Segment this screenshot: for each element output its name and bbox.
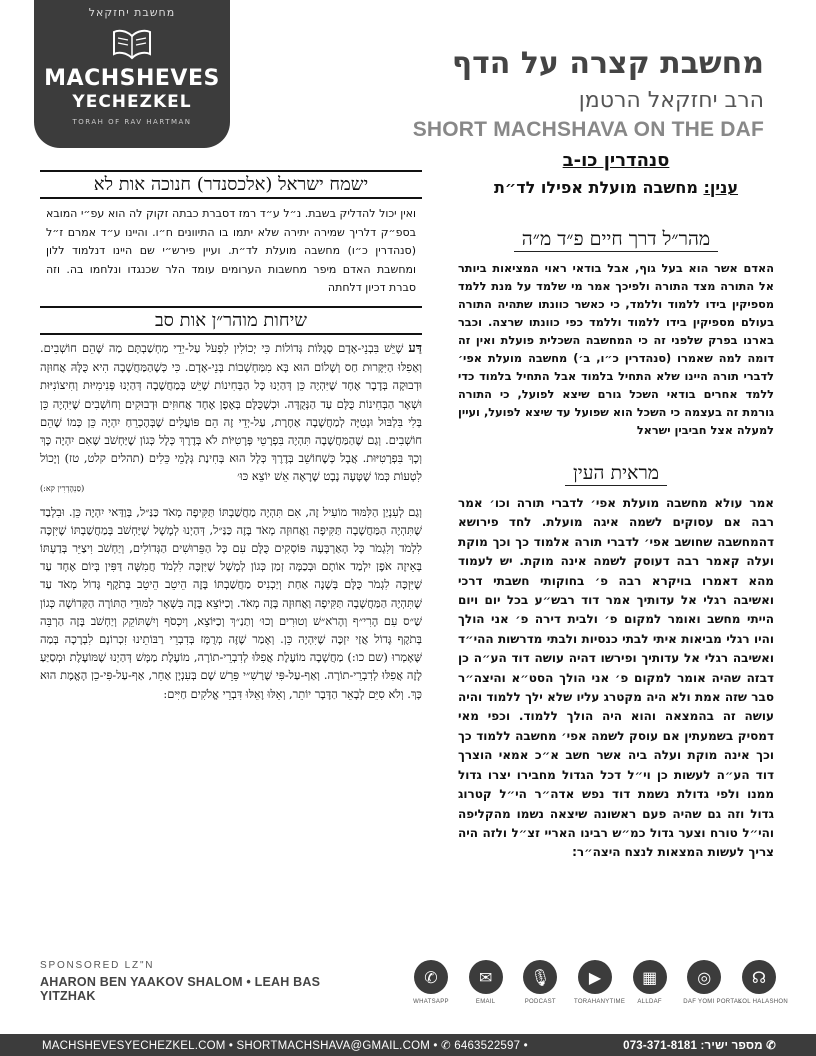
masechta-title: סנהדרין כו-ב bbox=[562, 150, 670, 171]
sponsor-label: SPONSORED LZ"N bbox=[40, 960, 155, 971]
open-book-icon bbox=[112, 26, 152, 60]
page-title-hebrew: מחשבת קצרה על הדף bbox=[451, 46, 764, 81]
platform-email[interactable] bbox=[465, 960, 507, 1016]
icon-label: KOL HALASHON bbox=[737, 999, 788, 1005]
platform-podcast[interactable] bbox=[519, 960, 561, 1016]
maris-haayin-heading: מראית העין bbox=[458, 462, 774, 488]
sichos-body-1: שֶׁיֵּשׁ בִּבְנֵי-אָדָם סְגֻלּוֹת גְּדוֹלוֹת כִּי יְכוֹלִין לִפְעֹל עַל-יְדֵי מַחְשַׁבְתָּם מַה שֶּׁהֵם חוֹשְׁבִים. וְאַפִלּוּ הַיִּקָּרוּת חַס וְשָׁלוֹם הוּא בָּא מִמַּחְשְׁבוֹת בְּנֵי-אָדָם. כִּי כְּשֶׁהַמַּחֲשָׁבָה הִיא כֻּלָּהּ אֲחוּזָה וּדְבוּקָה בְּדָבָר אֶחָד שֶׁיִּהְיֶה כֵּן דְּהַיְנוּ כָּל הַבְּחִינוֹת שֶׁיֵּשׁ בְּמַחֲשָׁבָה דְּהַיְנוּ פְּנִימִיּוּת וְחִיצוֹנִיּוּת וּשְׁאָר הַבְּחִינוֹת כֻּלָּם עַד הַנְּקֻדָּה. וּכְשֶׁכֻּלָּם בְּאֶפֶן אֶחָד אֲחוּזִים וּדְבוּקִים וְחוֹשְׁבִים שֶׁיִּהְיֶה כֵּן בְּלִי בִּלְבּוּל וּנְטִיָּה לְמַחֲשָׁבָה אַחֶרֶת, עַל-יְדֵי זֶה הֵם פּוֹעֲלִים שֶׁבְּהֶכְרֵחַ יִהְיֶה כֵּן כְּמוֹ שֶׁהֵם חוֹשְׁבִים. וְגַם שֶׁהַמַּחֲשָׁבָה תִּהְיֶה בִּפְרָטֵי פְּרָטִיּוֹת לֹא בְּדֶרֶךְ כְּלָל כְּגוֹן שֶׁיַּחְשֹׁב שֶׁאִם יִהְיֶה כָּךְ וְכָךְ בִּפְרָטִיּוּת. אֲבָל כְּשֶׁחוֹשֵׁב בְּדֶרֶךְ כְּלָל הוּא בְּחִינַת גְּלָמֵי כֵּלִים (תהלים קלט, טז) וְיָכוֹל לִטְעוֹת כְּמוֹ שֶׁטָּעָה נָבָט שֶׁרָאָה אֵשׁ יוֹצֵא כּוּ׳ bbox=[40, 340, 422, 484]
topic-line bbox=[458, 178, 774, 204]
maris-haayin-text: אמר עולא מחשבה מועלת אפי׳ לדברי תורה וכו׳ אמר רבה אם עסוקים לשמה איגה מועלת. לחד פירושא דהמחשבה שחושב אפי׳ לדברי תורה אלמוד כך וכך מוקת ועלה קאמר רבה דעוסק לשמה אינה מוקת. יש לעמוד מהא דאמרו בויקרא רבה פ׳ בחוקותי חשבתי דרכי ואשיבה רגלי אל עדותיך אמר דוד רבש״ע בכל יום ויום הייתי מחשב ואומר למקום פ׳ ולבית דירה פ׳ אני הולך והיו רגלי מביאות איתי לבתי כנסיות ולבתי מדרשות ההי״ד ואשיבה רגלי אל עדותיך ופירשו דהיה עושה דוד הע״ה כן דבזה שהיה אומר למקום פ׳ אני הולך הסט״א והיצה״ר סבר שזה אמת ולא היה מקטרג עליו שלא ילך ללמוד והיה עושה זה בהמצאה והוא היה הולך ללמוד. וכפי מאי דמסיק בשמעתין אם עוסק לשמה אפי׳ מחשבה ללמוד כך וכך אינה מוקת ועלה ביה אשר חשב א״כ אמאי הוצרך דוד הע״ה לעשות כן וי״ל דכל הגדול מחבירו יצרו גדול ממנו ולפי גדולת נשמת דוד נפש אדה״ר הי״ל קטרוג גדול וזה גם שהיה פעם ראשונה שיצאה נשמו מהקליפה והי״ל טורח וצער גדול כמ״ש רבינו האריי זצ״ל ולזה היה צריך לעשות המצאות לנצח היצה״ר: bbox=[458, 496, 774, 860]
author-name: הרב יחזקאל הרטמן bbox=[578, 88, 764, 113]
icon-label: ALLDAF bbox=[637, 999, 662, 1005]
icon-label: PODCAST bbox=[524, 999, 556, 1005]
sichos-source: (סַנְהֶדְרִין קא:) bbox=[40, 483, 85, 493]
yismach-yisrael-heading: ישמח ישראל (אלכסנדר) חנוכה אות לא bbox=[40, 170, 422, 199]
platform-icons bbox=[410, 960, 788, 1016]
yismach-yisrael-text: ואין יכול להדליק בשבת. נ״ל ע״ד רמז דסברת כבתה זקוק לה הוא עפ״י המובא בספ״ק דלריך שמירה יתירה שלא יתמו בו התיוונים ח״ו. והיינו ע״ד אמרם ז״ל (סנהדרין כ״ו) מחשבה מועלת לד״ת. ועיין פירש״י שם היינו דנלמוד ללון ומחשבת האדם מיפר מחשבות הערומים עומד הלר שכנגדו ונלחמו בה. וזה סברת דכיון דלחתה bbox=[46, 207, 416, 295]
topic-text: מחשבה מועלת אפילו לד״ת bbox=[493, 178, 698, 197]
page-title-english: SHORT MACHSHAVA ON THE DAF bbox=[412, 118, 764, 141]
platform-kol-halashon[interactable] bbox=[737, 960, 788, 1016]
logo-title-line1: MACHSHEVES bbox=[44, 66, 220, 91]
sichos-text-part2: וְגַם לְעִנְיַן הַלִּמּוּד מוֹעִיל זֶה, אִם תִּהְיֶה מַחֲשַׁבְתּוֹ תַּקִּיפָה מְאֹד כַּנַּ״ל, בְּוַדַּאי יִהְיֶה כֵּן. וּבִלְבַד שֶׁתִּהְיֶה הַמַּחֲשָׁבָה תַּקִּיפָה וַאֲחוּזָה מְאֹד בָּזֶה כַּנַּ״ל, דְּהַיְנוּ לְמָשָׁל שֶׁיַּחְשֹׁב בְּמַחֲשַׁבְתּוֹ שֶׁיִּזְכֶּה לִלְמֹד וְלִגְמֹר כָּל הָאַרְבָּעָה פּוֹסְקִים כֻּלָּם עִם כָּל הַפֵּרוּשִׁים הַגְּדוֹלִים, וְיַחְשֹׁב וִיצַיֵּר בְּדַעְתּוֹ בְּאֵיזֶה אֹפֶן יִלְמַד אוֹתָם וּבְכַמָּה זְמַן כְּגוֹן לְמָשָׁל שֶׁיִּזְכֶּה לִלְמֹד חֲמִשָּׁה דַּפִּין בְּיוֹם אֶחָד עַד שֶׁיִּזְכֶּה לִגְמֹר כֻּלָּם בְּשָׁנָה אַחַת וְיַכְנִיס מַחֲשַׁבְתּוֹ בָּזֶה הֵיטֵב הֵיטֵב בְּתֹקֶף גָּדוֹל מְאֹד עַד שֶׁתִּהְיֶה הַמַּחֲשָׁבָה תַּקִּיפָה וַאֲחוּזָה בָּזֶה מְאֹד. וְכַיּוֹצֵא בָּזֶה בִּשְׁאָר לִמּוּדֵי הַתּוֹרָה הַקְּדוֹשָׁה כְּגוֹן שַׁ״ס עִם הָרִי״ף וְהָרֹא״שׁ וְטוּרִים וְכוּ׳ וְתַנַ״ךְ וְכַיּוֹצֵא, וְיִכְסֹף וְיִשְׁתּוֹקֵק וְיַחְשֹׁב בָּזֶה הַרְבֵּה בְּתֹקֶף גָּדוֹל אֲזַי יִזְכֶּה שֶׁיִּהְיֶה כֵּן. וְאָמַר שֶׁזֶּה מְרֻמָּז בְּדִבְרֵי רַבּוֹתֵינוּ זִכְרוֹנָם לִבְרָכָה בְּמַה שֶּׁאָמְרוּ (שם כו:) מַחֲשָׁבָה מוֹעֶלֶת אֲפִלּוּ לְדִבְרֵי-תוֹרָה, מוֹעֶלֶת מַמָּשׁ דְּהַיְנוּ שֶׁמּוֹעֶלֶת וּמְסַיַּעַ לָזֶה אֲפִלּוּ לְדִבְרֵי-תוֹרָה. וְאַף-עַל-פִּי שֶׁרַשִׁ״י פֵּרֵשׁ שָׁם בְּעִנְיָן אַחֵר, אַף-עַל-פִּי-כֵן הָאֱמֶת הוּא כָּךְ. וְלֹא סִיֵּם לְבָאֵר הַדָּבָר יוֹתֵר, וְאֵלּוּ וָאֵלּוּ דִּבְרֵי אֱלֹקִים חַיִּים: bbox=[40, 504, 422, 701]
left-column bbox=[40, 170, 422, 703]
email-icon[interactable]: ✉ bbox=[469, 960, 503, 994]
whatsapp-icon[interactable]: ✆ bbox=[414, 960, 448, 994]
icon-label: DAF YOMI PORTAL bbox=[683, 999, 742, 1005]
topic-label: ענין: bbox=[703, 178, 739, 197]
sponsor-block bbox=[40, 960, 370, 1003]
sichos-text-part1 bbox=[40, 339, 422, 486]
platform-alldaf[interactable] bbox=[629, 960, 671, 1016]
alldaf-icon[interactable]: ▦ bbox=[633, 960, 667, 994]
logo-tagline: TORAH OF RAV HARTMAN bbox=[72, 118, 192, 126]
kol-halashon-icon[interactable]: ☊ bbox=[742, 960, 776, 994]
logo-hebrew: מחשבת יחזקאל bbox=[88, 6, 176, 19]
icon-label: TORAHANYTIME bbox=[573, 999, 626, 1005]
sichos-heading: שיחות מוהר״ן אות סב bbox=[40, 306, 422, 335]
icon-label: WHATSAPP bbox=[413, 999, 449, 1005]
podcast-icon[interactable]: 🎙 bbox=[523, 960, 557, 994]
platform-daf-yomi-portal[interactable] bbox=[683, 960, 742, 1016]
logo-title-line2: YECHEZKEL bbox=[72, 92, 192, 112]
right-column bbox=[458, 150, 774, 863]
footer-bar bbox=[0, 1034, 816, 1056]
maharal-text: האדם אשר הוא בעל גוף, אבל בודאי ראוי המציאות ביותר אל התורה מצד התורה ולפיכך אמר מי שלמד על מנת ללמד מספיקין בידו ללמוד וללמד, כי כאשר כוונתו שתהיה התורה בעולם מספיקין בידו ללמוד וללמד כפי כוונתו שרצה. וכבר בארנו בפרק שלפני זה כי המחשבה השכלית פועלת ואין זה דומה למה שאמרו (סנהדרין כ״ו, ב׳) מחשבה מועלת אפי׳ לדברי תורה היינו שלא התחיל בלמוד אבל התחיל בלמוד כדי ללמד אחרים בודאי השכל גורם שיצא לפועל, כי התורה גורמת זה בעצמה כי השכל הוא שפועל עד שיצא לפועל, ועיין למעלה אצל חביבין ישראל bbox=[458, 262, 774, 437]
logo bbox=[34, 0, 230, 148]
sponsor-names: AHARON BEN YAAKOV SHALOM • LEAH BAS YITZHAK bbox=[40, 975, 321, 1003]
footer-contact: MACHSHEVESYECHEZKEL.COM • SHORTMACHSHAVA@GMAIL.COM • ✆ 6463522597 • bbox=[42, 1040, 528, 1052]
sichos-first-word: דַּע bbox=[408, 340, 422, 356]
platform-torahanytime[interactable] bbox=[573, 960, 626, 1016]
icon-label: EMAIL bbox=[475, 999, 496, 1005]
torahanytime-icon[interactable]: ▶ bbox=[578, 960, 612, 994]
maharal-heading: מהר״ל דרך חיים פ״ד מ״ה bbox=[458, 228, 774, 254]
footer-israel-phone: 073-371-8181 :מספר ישיר ✆ bbox=[623, 1040, 776, 1052]
daf-yomi-portal-icon[interactable]: ◎ bbox=[687, 960, 721, 994]
platform-whatsapp[interactable] bbox=[410, 960, 452, 1016]
